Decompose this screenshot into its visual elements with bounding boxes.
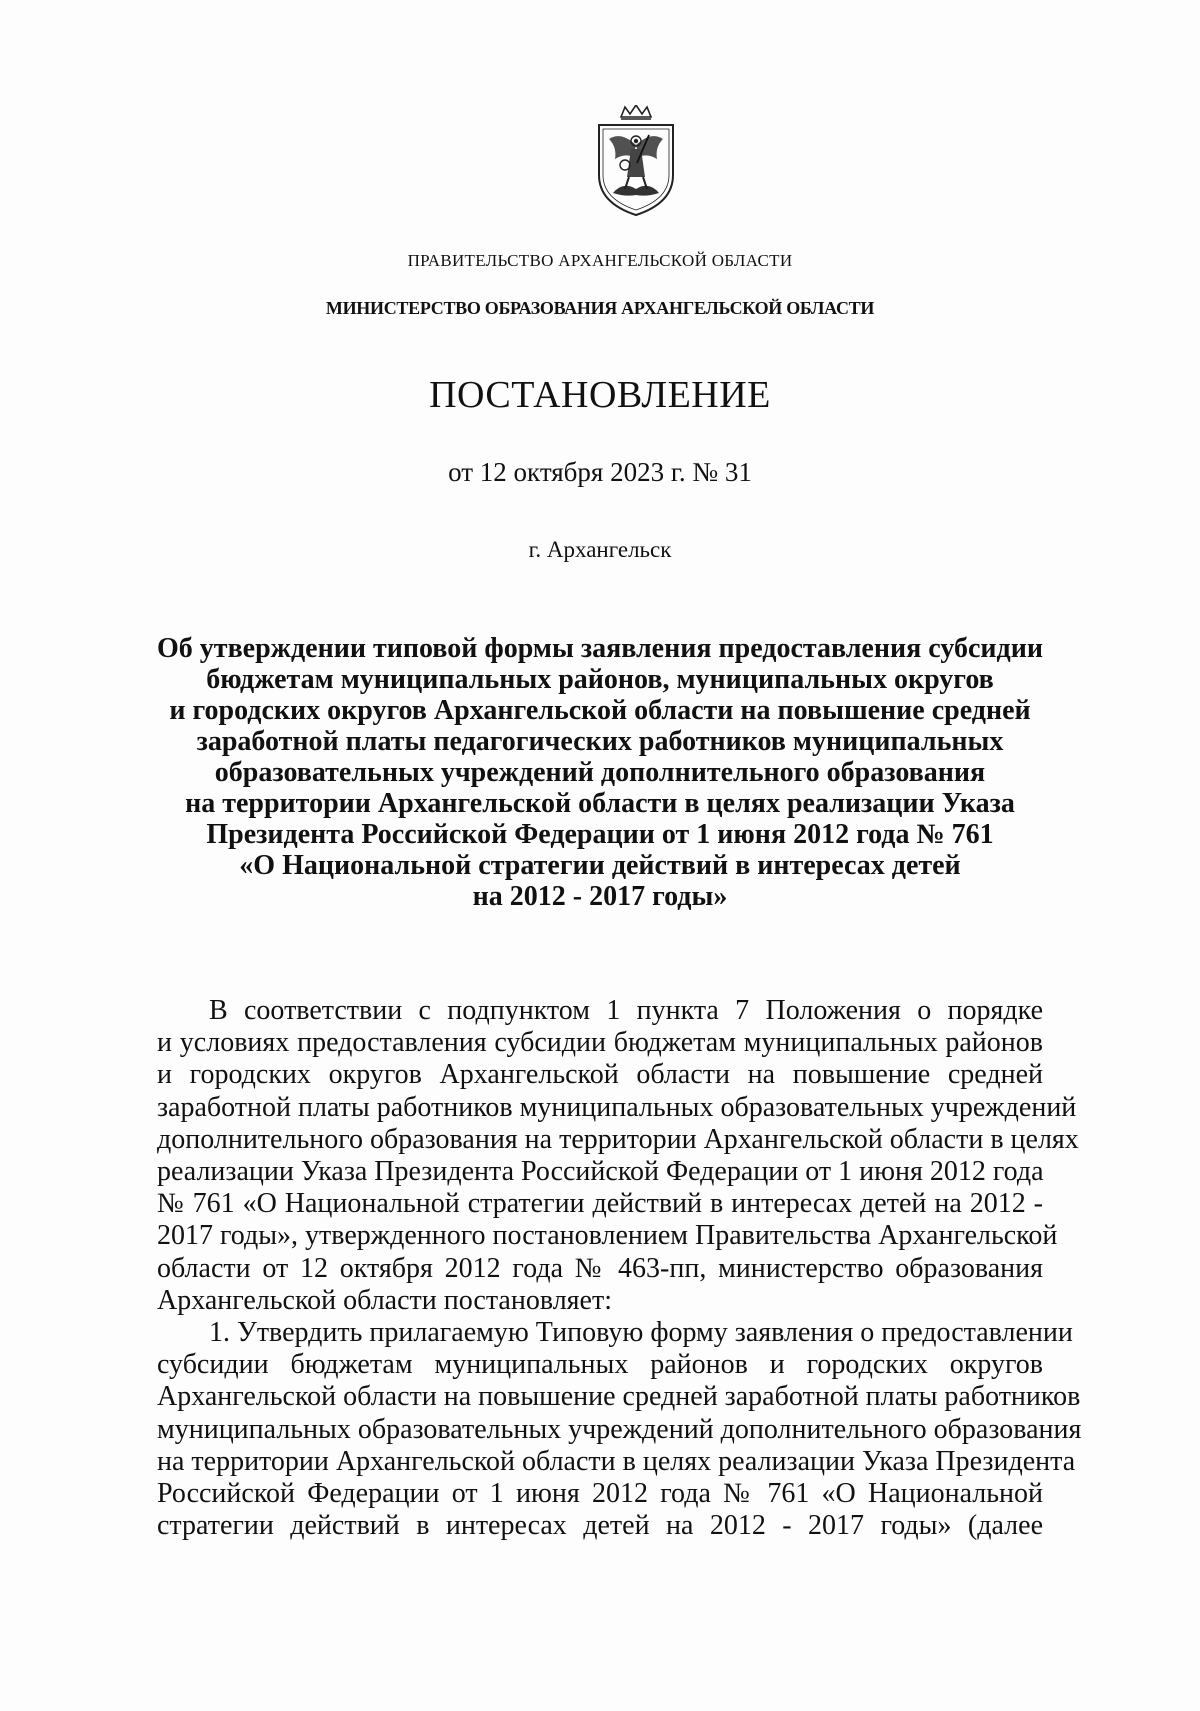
body-line: 1. Утвердить прилагаемую Типовую форму заявления о предоставлении: [209, 1317, 1073, 1349]
title-line: Президента Российской Федерации от 1 июня 2012 года № 761: [206, 819, 994, 850]
body-line: 2017 годы», утвержденного постановлением Правительства Архангельской: [157, 1220, 1058, 1252]
government-name: ПРАВИТЕЛЬСТВО АРХАНГЕЛЬСКОЙ ОБЛАСТИ: [407, 251, 793, 270]
body-line: стратегии действий в интересах детей на 2012 - 2017 годы» (далее: [157, 1510, 1043, 1542]
title-line: и городских округов Архангельской области на повышение средней: [169, 695, 1031, 726]
body-line: муниципальных образовательных учреждений дополнительного образования: [157, 1413, 1082, 1445]
body-line: Архангельской области на повышение средней заработной платы работников: [157, 1381, 1081, 1413]
body-line: заработной платы работников муниципальных образовательных учреждений: [157, 1091, 1077, 1123]
ministry-name: МИНИСТЕРСТВО ОБРАЗОВАНИЯ АРХАНГЕЛЬСКОЙ ОБЛАСТИ: [325, 298, 875, 318]
body-line: и городских округов Архангельской области на повышение средней: [157, 1059, 1043, 1091]
title-line: заработной платы педагогических работников муниципальных: [196, 726, 1004, 757]
body-line: на территории Архангельской области в целях реализации Указа Президента: [157, 1445, 1076, 1477]
document-type: ПОСТАНОВЛЕНИЕ: [429, 374, 771, 416]
body-line: Российской Федерации от 1 июня 2012 года № 761 «О Национальной: [157, 1478, 1043, 1510]
body-line: В соответствии с подпунктом 1 пункта 7 Положения о порядке: [209, 995, 1043, 1026]
body-line: области от 12 октября 2012 года № 463-пп, министерство образования: [157, 1252, 1043, 1284]
body-line: и условиях предоставления субсидии бюджетам муниципальных районов: [157, 1027, 1043, 1059]
title-line: «О Национальной стратегии действий в интересах детей: [239, 850, 961, 881]
body-line: Архангельской области постановляет:: [157, 1284, 612, 1316]
body-line: реализации Указа Президента Российской Федерации от 1 июня 2012 года: [157, 1156, 1044, 1188]
body-line: субсидии бюджетам муниципальных районов и городских округов: [157, 1349, 1043, 1381]
title-line: образовательных учреждений дополнительного образования: [214, 757, 986, 788]
title-line: бюджетам муниципальных районов, муниципальных округов: [206, 664, 994, 695]
coat-of-arms-icon: [593, 105, 679, 217]
body-line: № 761 «О Национальной стратегии действий в интересах детей на 2012 -: [157, 1188, 1043, 1220]
document-city: г. Архангельск: [528, 537, 672, 562]
document-date-number: от 12 октября 2023 г. № 31: [448, 457, 752, 487]
document-title: [150, 633, 1050, 912]
document-body: [157, 995, 1082, 1542]
body-line: дополнительного образования на территории Архангельской области в целях: [157, 1123, 1079, 1155]
title-line: на территории Архангельской области в целях реализации Указа: [185, 788, 1015, 819]
title-line: Об утверждении типовой формы заявления предоставления субсидии: [157, 633, 1043, 664]
title-line: на 2012 - 2017 годы»: [472, 881, 728, 912]
